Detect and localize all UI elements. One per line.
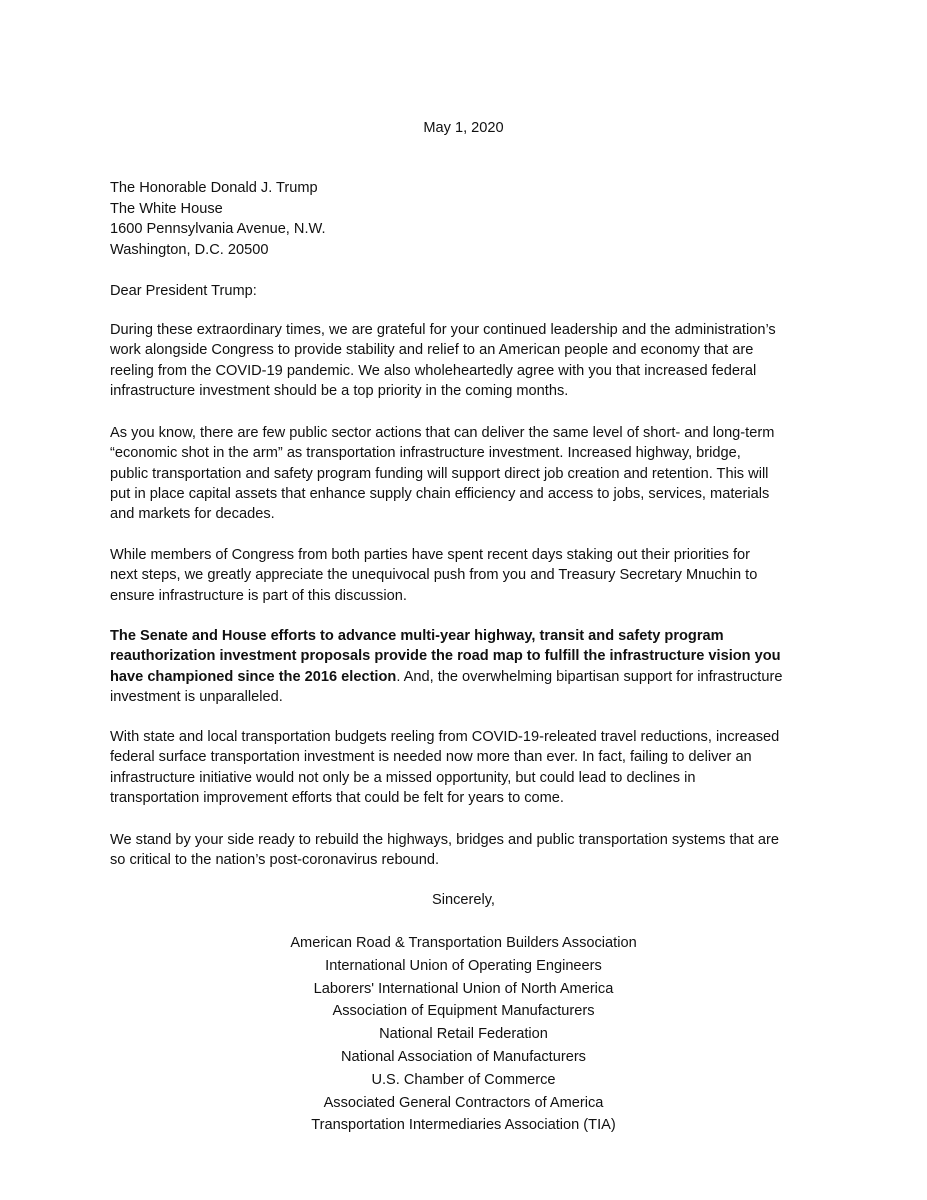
- closing: Sincerely,: [432, 892, 495, 908]
- paragraph-line: We stand by your side ready to rebuild the highways, bridges and public transportation systems that are: [110, 832, 779, 848]
- paragraph-line: infrastructure investment should be a top priority in the coming months.: [110, 382, 569, 399]
- signatory: National Retail Federation: [379, 1026, 548, 1043]
- paragraph-line: and markets for decades.: [110, 506, 275, 523]
- bold-statement-line: reauthorization investment proposals provide the road map to fulfill the infrastructure vision you: [110, 648, 781, 665]
- paragraph-line: public transportation and safety program funding will support direct job creation and retention. This will: [110, 465, 769, 482]
- signatory: Association of Equipment Manufacturers: [332, 1003, 595, 1020]
- paragraph-line: [110, 667, 830, 687]
- signatory: Transportation Intermediaries Association (TIA): [311, 1117, 616, 1134]
- paragraph-1: [110, 320, 830, 401]
- paragraph-fragment: . And, the overwhelming bipartisan support for infrastructure: [396, 668, 783, 685]
- paragraph-line: As you know, there are few public sector actions that can deliver the same level of short- and long-term: [110, 425, 775, 441]
- paragraph-3: [110, 545, 830, 606]
- paragraph-line: work alongside Congress to provide stability and relief to an American people and economy that are: [110, 342, 754, 359]
- paragraph-line: With state and local transportation budgets reeling from COVID-19-releated travel reductions, increased: [110, 729, 780, 745]
- paragraph-line: infrastructure initiative would not only be a missed opportunity, but could lead to declines in: [110, 769, 696, 786]
- signatory-list: [0, 932, 927, 1137]
- signatory: American Road & Transportation Builders Association: [290, 935, 637, 951]
- recipient-city: Washington, D.C. 20500: [110, 241, 269, 258]
- paragraph-line: so critical to the nation’s post-coronavirus rebound.: [110, 852, 440, 869]
- paragraph-line: federal surface transportation investment is needed now more than ever. In fact, failing to deliver an: [110, 749, 752, 766]
- letter-date: May 1, 2020: [423, 120, 504, 136]
- recipient-address: [110, 178, 326, 260]
- signatory: U.S. Chamber of Commerce: [371, 1071, 556, 1088]
- paragraph-2: [110, 423, 830, 524]
- recipient-name: The Honorable Donald J. Trump: [110, 180, 318, 196]
- paragraph-5: [110, 727, 830, 808]
- signatory: Laborers' International Union of North America: [313, 980, 614, 997]
- paragraph-line: “economic shot in the arm” as transportation infrastructure investment. Increased highway, bridge,: [110, 445, 741, 462]
- paragraph-line: put in place capital assets that enhance supply chain efficiency and access to jobs, services, materials: [110, 485, 770, 502]
- paragraph-line: During these extraordinary times, we are grateful for your continued leadership and the administration’s: [110, 322, 776, 338]
- paragraph-line: next steps, we greatly appreciate the unequivocal push from you and Treasury Secretary Mnuchin to: [110, 567, 758, 584]
- recipient-street: 1600 Pennsylvania Avenue, N.W.: [110, 221, 326, 237]
- paragraph-4: [110, 626, 830, 707]
- signatory: National Association of Manufacturers: [341, 1048, 586, 1065]
- paragraph-line: reeling from the COVID-19 pandemic. We also wholeheartedly agree with you that increased federal: [110, 362, 757, 379]
- paragraph-line: While members of Congress from both parties have spent recent days staking out their priorities for: [110, 547, 750, 563]
- bold-statement-fragment: have championed since the 2016 election: [110, 668, 397, 685]
- paragraph-line: ensure infrastructure is part of this discussion.: [110, 587, 407, 604]
- paragraph-6: [110, 830, 830, 871]
- paragraph-line: investment is unparalleled.: [110, 688, 283, 705]
- salutation: Dear President Trump:: [110, 283, 257, 299]
- paragraph-line: transportation improvement efforts that could be felt for years to come.: [110, 789, 564, 806]
- recipient-office: The White House: [110, 200, 223, 217]
- signatory: Associated General Contractors of America: [323, 1094, 604, 1111]
- signatory: International Union of Operating Engineers: [325, 957, 602, 974]
- bold-statement-line: The Senate and House efforts to advance multi-year highway, transit and safety program: [110, 628, 724, 644]
